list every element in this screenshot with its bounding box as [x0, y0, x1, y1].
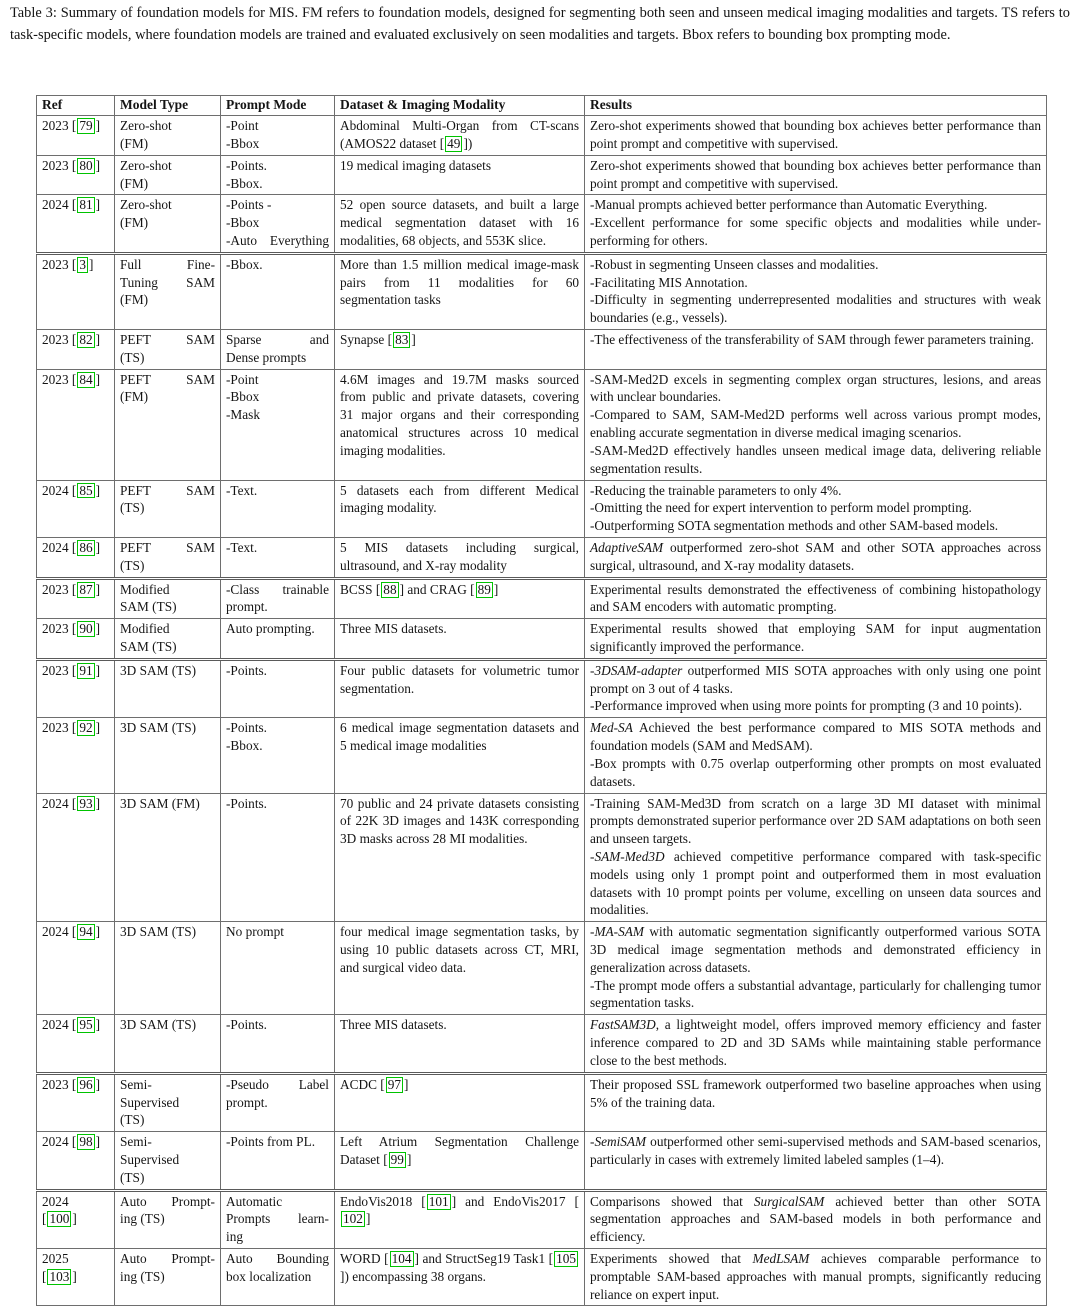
dataset-text: Left Atrium Segmentation Challenge Dataset [ 99 ]	[340, 1134, 579, 1167]
cell-ref	[37, 330, 115, 370]
result-item: -Excellent performance for some specific objects and modalities while under-performing for others.	[590, 215, 1041, 248]
ref-line: 2023 [ 96 ]	[42, 1076, 101, 1092]
column-header-2: Prompt Mode	[221, 96, 335, 116]
dataset-text: 5 datasets each from different Medical imaging modality.	[340, 482, 579, 516]
cell-results	[585, 1015, 1047, 1073]
ref-year: 2024	[42, 1193, 69, 1209]
prompt-mode-line: -Bbox	[226, 389, 260, 405]
ref-line: 2023 [ 84 ]	[42, 371, 101, 387]
citation-link[interactable]: 93	[79, 795, 93, 811]
cell-ref	[37, 116, 115, 156]
cell-model-type	[115, 253, 221, 329]
table-header-row	[37, 96, 1047, 116]
cell-dataset	[335, 480, 585, 537]
citation-link[interactable]: 104	[391, 1251, 412, 1267]
cell-results	[585, 537, 1047, 578]
table-row	[37, 195, 1047, 253]
cell-prompt-mode	[221, 369, 335, 480]
cell-model-type	[115, 793, 221, 922]
model-type-line: (FM)	[120, 175, 149, 191]
ref-line: 2023 [ 90 ]	[42, 621, 101, 637]
result-item: -Robust in segmenting Unseen classes and modalities.	[590, 256, 879, 272]
cell-model-type	[115, 195, 221, 253]
model-type-line: (FM)	[120, 135, 149, 151]
citation-link[interactable]: 85	[79, 482, 93, 498]
result-item: Experiments showed that MedLSAM achieves comparable performance to promptable SAM-based approaches with manual prompts, significantly reducing reliance on expert input.	[590, 1251, 1041, 1302]
cell-results	[585, 619, 1047, 660]
citation-link[interactable]: 102	[343, 1211, 363, 1227]
result-item: -Outperforming SOTA segmentation methods and other SAM-based models.	[590, 518, 999, 534]
model-type-line: Zero-shot	[120, 197, 172, 213]
model-type-line: Zero-shot	[120, 157, 172, 173]
citation-link[interactable]: 89	[477, 581, 491, 597]
model-type-line: SAM (TS)	[120, 599, 177, 615]
cell-ref	[37, 369, 115, 480]
cell-model-type	[115, 1132, 221, 1190]
cell-model-type	[115, 116, 221, 156]
table-row	[37, 1249, 1047, 1306]
cell-dataset	[335, 253, 585, 329]
prompt-mode-line: Prompts learn-	[226, 1211, 329, 1227]
cell-results	[585, 1190, 1047, 1248]
citation-link[interactable]: 86	[79, 539, 93, 555]
cell-ref	[37, 1249, 115, 1306]
model-type-line: Modified	[120, 581, 170, 597]
cell-results	[585, 116, 1047, 156]
result-item: -Facilitating MIS Annotation.	[590, 274, 748, 290]
cell-ref	[37, 253, 115, 329]
cell-prompt-mode	[221, 659, 335, 717]
dataset-text: Synapse [ 83 ]	[340, 332, 416, 348]
prompt-mode-line: Auto prompting.	[226, 621, 315, 637]
dataset-text: 19 medical imaging datasets	[340, 157, 492, 173]
cell-dataset	[335, 1249, 585, 1306]
cell-results	[585, 369, 1047, 480]
cell-dataset	[335, 195, 585, 253]
prompt-mode-line: -Bbox.	[226, 175, 263, 191]
prompt-mode-line: -Point	[226, 118, 259, 134]
prompt-mode-line: -Auto Everything	[226, 232, 329, 248]
result-item: -3DSAM-adapter outperformed MIS SOTA approaches with only using one point prompt on 3 out of 4 tasks.	[590, 662, 1041, 696]
prompt-mode-line: No prompt	[226, 924, 284, 940]
result-item: AdaptiveSAM outperformed zero-shot SAM and other SOTA approaches across surgical, ultrasound, and X-ray modality datasets.	[590, 539, 1041, 573]
model-type-line: 3D SAM (TS)	[120, 1017, 197, 1033]
prompt-mode-line: -Points.	[226, 795, 268, 811]
result-item: Experimental results showed that employing SAM for input augmentation significantly improved the performance.	[590, 621, 1041, 655]
cell-model-type	[115, 1015, 221, 1073]
result-item: -SAM-Med2D effectively handles unseen medical image data, delivering reliable segmentation results.	[590, 442, 1041, 476]
ref-line: 2024 [ 93 ]	[42, 795, 101, 811]
row-group-4	[37, 659, 1047, 1073]
cell-model-type	[115, 1190, 221, 1248]
citation-link[interactable]: 101	[428, 1193, 449, 1209]
cell-dataset	[335, 116, 585, 156]
prompt-mode-line: -Bbox	[226, 135, 260, 151]
result-item: -SAM-Med3D achieved competitive performance compared with task-specific models using only 1 prompt point and outperformed them in most evaluation datasets with 10 prompt points per volume, excelling on unseen data sources and modalities.	[590, 848, 1041, 918]
cell-prompt-mode	[221, 1015, 335, 1073]
cell-dataset	[335, 922, 585, 1015]
table-row	[37, 369, 1047, 480]
citation-link[interactable]: 98	[79, 1134, 93, 1150]
cell-model-type	[115, 155, 221, 195]
model-type-line: (TS)	[120, 349, 145, 365]
dataset-text: BCSS [ 88 ] and CRAG [ 89 ]	[340, 581, 499, 597]
prompt-mode-line: -Points.	[226, 720, 268, 736]
prompt-mode-line: Automatic	[226, 1193, 283, 1209]
dataset-text: Four public datasets for volumetric tumor segmentation.	[340, 662, 579, 696]
table-row	[37, 793, 1047, 922]
cell-prompt-mode	[221, 1132, 335, 1190]
cell-results	[585, 659, 1047, 717]
cell-results	[585, 330, 1047, 370]
cell-dataset	[335, 369, 585, 480]
cell-ref	[37, 619, 115, 660]
cell-dataset	[335, 330, 585, 370]
model-type-line: PEFT SAM	[120, 332, 215, 348]
citation-link[interactable]: 94	[79, 924, 93, 940]
cell-results	[585, 1249, 1047, 1306]
table-row	[37, 1132, 1047, 1190]
cell-results	[585, 718, 1047, 793]
cell-results	[585, 480, 1047, 537]
model-type-line: PEFT SAM	[120, 539, 215, 555]
cell-prompt-mode	[221, 1073, 335, 1131]
cell-dataset	[335, 155, 585, 195]
citation-link[interactable]: 49	[447, 135, 461, 151]
model-type-line: ing (TS)	[120, 1268, 165, 1284]
cell-model-type	[115, 480, 221, 537]
cell-dataset	[335, 793, 585, 922]
cell-model-type	[115, 659, 221, 717]
cell-prompt-mode	[221, 718, 335, 793]
citation-link[interactable]: 80	[79, 157, 93, 173]
citation-link[interactable]: 82	[79, 332, 93, 348]
model-type-line: PEFT SAM	[120, 371, 215, 387]
ref-year: 2025	[42, 1251, 69, 1267]
dataset-text: 70 public and 24 private datasets consisting of 22K 3D images and 143K corresponding 3D masks across 28 MI modalities.	[340, 795, 579, 847]
model-type-line: (FM)	[120, 215, 149, 231]
result-item: -The effectiveness of the transferability of SAM through fewer parameters training.	[590, 332, 1034, 348]
model-type-line: Full Fine-	[120, 256, 215, 272]
citation-link[interactable]: 96	[79, 1076, 93, 1092]
ref-line: 2023 [ 3 ]	[42, 256, 94, 272]
row-group-5	[37, 1073, 1047, 1190]
table-row	[37, 578, 1047, 619]
citation-link[interactable]: 79	[79, 118, 93, 134]
cell-dataset	[335, 578, 585, 619]
prompt-mode-line: -Bbox.	[226, 256, 263, 272]
prompt-mode-line: ing	[226, 1229, 243, 1245]
citation-link[interactable]: 84	[79, 371, 93, 387]
cell-prompt-mode	[221, 1249, 335, 1306]
cell-model-type	[115, 578, 221, 619]
cell-ref	[37, 195, 115, 253]
result-item: -Compared to SAM, SAM-Med2D performs well across various prompt modes, enabling accurate segmentation in diverse medical imaging scenarios.	[590, 407, 1041, 441]
column-header-1: Model Type	[115, 96, 221, 116]
cell-results	[585, 922, 1047, 1015]
prompt-mode-line: prompt.	[226, 1094, 268, 1110]
result-item: -Difficulty in segmenting underrepresented modalities and structures with weak boundaries (e.g., vessels).	[590, 292, 1041, 326]
result-item: Comparisons showed that SurgicalSAM achieved better than other SOTA segmentation approaches and SAM-based models in both performance and efficiency.	[590, 1193, 1041, 1245]
cell-prompt-mode	[221, 330, 335, 370]
model-type-line: SAM (TS)	[120, 639, 177, 655]
ref-line: 2023 [ 82 ]	[42, 332, 101, 348]
dataset-text: WORD [ 104 ] and StructSeg19 Task1 [ 105]) encompassing 38 organs.	[340, 1251, 577, 1284]
cell-dataset	[335, 1073, 585, 1131]
cell-ref	[37, 922, 115, 1015]
model-type-line: Zero-shot	[120, 118, 172, 134]
cell-model-type	[115, 330, 221, 370]
dataset-text: EndoVis2018 [ 101 ] and EndoVis2017 [102 ]	[340, 1193, 579, 1227]
cell-ref	[37, 480, 115, 537]
ref-cite: [ 103 ]	[42, 1268, 77, 1284]
ref-line: 2024 [ 94 ]	[42, 924, 101, 940]
cell-dataset	[335, 1190, 585, 1248]
prompt-mode-line: -Points.	[226, 157, 268, 173]
result-item: FastSAM3D, a lightweight model, offers improved memory efficiency and faster inference compared to 2D and 3D SAMs while maintaining stable performance close to the best methods.	[590, 1017, 1041, 1068]
model-type-line: ing (TS)	[120, 1211, 165, 1227]
cell-prompt-mode	[221, 155, 335, 195]
table-row	[37, 155, 1047, 195]
cell-prompt-mode	[221, 922, 335, 1015]
citation-link[interactable]: 100	[49, 1211, 70, 1227]
dataset-text: Three MIS datasets.	[340, 621, 447, 637]
dataset-text: four medical image segmentation tasks, by using 10 public datasets across CT, MRI, and surgical video data.	[340, 924, 579, 975]
dataset-text: 4.6M images and 19.7M masks sourced from public and private datasets, covering 31 major organs and their corresponding anatomical structures across 10 medical imaging modalities.	[340, 371, 579, 458]
cell-dataset	[335, 1132, 585, 1190]
table-row	[37, 480, 1047, 537]
citation-link[interactable]: 103	[49, 1268, 70, 1284]
model-type-line: (FM)	[120, 292, 149, 308]
ref-line: 2024 [ 95 ]	[42, 1017, 101, 1033]
ref-line: 2024 [ 81 ]	[42, 197, 101, 213]
model-type-line: PEFT SAM	[120, 482, 215, 498]
model-type-line: (FM)	[120, 389, 149, 405]
prompt-mode-line: -Point	[226, 371, 259, 387]
citation-link[interactable]: 95	[79, 1017, 93, 1033]
cell-model-type	[115, 1073, 221, 1131]
cell-model-type	[115, 718, 221, 793]
cell-prompt-mode	[221, 116, 335, 156]
prompt-mode-line: Auto Bounding	[226, 1251, 329, 1267]
row-group-3	[37, 578, 1047, 659]
table-row	[37, 253, 1047, 329]
result-item: -MA-SAM with automatic segmentation significantly outperformed various SOTA 3D medical image segmentation methods and demonstrated efficiency in generalization across datasets.	[590, 924, 1041, 975]
model-type-line: (TS)	[120, 1112, 145, 1128]
citation-link[interactable]: 87	[79, 581, 93, 597]
prompt-mode-line: -Points.	[226, 662, 268, 678]
model-type-line: (TS)	[120, 557, 145, 573]
model-type-line: 3D SAM (TS)	[120, 720, 197, 736]
prompt-mode-line: -Points -	[226, 197, 272, 213]
ref-line: 2023 [ 91 ]	[42, 662, 101, 678]
table-row	[37, 922, 1047, 1015]
dataset-text: 52 open source datasets, and built a large medical segmentation dataset with 16 modalities, 68 objects, and 553K slice.	[340, 197, 579, 248]
table-row	[37, 537, 1047, 578]
dataset-text: 5 MIS datasets including surgical, ultrasound, and X-ray modality	[340, 539, 579, 573]
model-type-line: 3D SAM (TS)	[120, 924, 197, 940]
prompt-mode-line: -Class trainable	[226, 581, 329, 597]
prompt-mode-line: -Pseudo Label	[226, 1076, 329, 1092]
cell-prompt-mode	[221, 253, 335, 329]
result-item: -Box prompts with 0.75 overlap outperforming other prompts on most evaluated datasets.	[590, 755, 1041, 789]
cell-ref	[37, 578, 115, 619]
model-type-line: Auto Prompt-	[120, 1251, 215, 1267]
ref-line: 2024 [ 85 ]	[42, 482, 101, 498]
cell-results	[585, 1132, 1047, 1190]
model-type-line: Auto Prompt-	[120, 1193, 215, 1209]
cell-ref	[37, 155, 115, 195]
cell-model-type	[115, 1249, 221, 1306]
citation-link[interactable]: 88	[383, 581, 397, 597]
citation-link[interactable]: 91	[79, 662, 93, 678]
model-type-line: Supervised	[120, 1094, 180, 1110]
cell-dataset	[335, 718, 585, 793]
prompt-mode-line: -Bbox	[226, 215, 260, 231]
cell-ref	[37, 659, 115, 717]
citation-link[interactable]: 81	[79, 197, 93, 213]
ref-line: 2024 [ 98 ]	[42, 1134, 101, 1150]
cell-results	[585, 195, 1047, 253]
result-item: Med-SA Achieved the best performance compared to MIS SOTA methods and foundation models (SAM and MedSAM).	[590, 720, 1041, 754]
model-type-line: (TS)	[120, 500, 145, 516]
table-row	[37, 1190, 1047, 1248]
cell-dataset	[335, 537, 585, 578]
table-row	[37, 718, 1047, 793]
cell-model-type	[115, 537, 221, 578]
model-type-line: Semi-	[120, 1134, 152, 1150]
prompt-mode-line: -Mask	[226, 407, 260, 423]
ref-cite: [ 100 ]	[42, 1211, 77, 1227]
citation-link[interactable]: 83	[395, 332, 409, 348]
cell-prompt-mode	[221, 793, 335, 922]
dataset-text: 6 medical image segmentation datasets and 5 medical image modalities	[340, 720, 579, 754]
result-item: Zero-shot experiments showed that bounding box achieves better performance than point prompt and competitive with supervised.	[590, 157, 1041, 191]
cell-prompt-mode	[221, 619, 335, 660]
cell-dataset	[335, 1015, 585, 1073]
table-row	[37, 659, 1047, 717]
table-header	[37, 96, 1047, 116]
cell-results	[585, 578, 1047, 619]
cell-prompt-mode	[221, 578, 335, 619]
cell-ref	[37, 718, 115, 793]
prompt-mode-line: -Points.	[226, 1017, 268, 1033]
foundation-models-table	[36, 95, 1047, 1306]
prompt-mode-line: -Text.	[226, 539, 258, 555]
model-type-line: Supervised	[120, 1151, 180, 1167]
result-item: Experimental results demonstrated the effectiveness of combining histopathology and SAM encoders with automatic prompting.	[590, 581, 1041, 615]
citation-link[interactable]: 99	[390, 1151, 404, 1167]
prompt-mode-line: -Points from PL.	[226, 1134, 316, 1150]
dataset-text: ACDC [ 97 ]	[340, 1076, 409, 1092]
ref-line: 2023 [ 92 ]	[42, 720, 101, 736]
table-row	[37, 330, 1047, 370]
ref-line: 2023 [ 80 ]	[42, 157, 101, 173]
cell-results	[585, 793, 1047, 922]
cell-ref	[37, 1015, 115, 1073]
cell-ref	[37, 1073, 115, 1131]
citation-link[interactable]: 3	[79, 256, 87, 272]
prompt-mode-line: box localization	[226, 1268, 312, 1284]
prompt-mode-line: Sparse and	[226, 332, 329, 348]
table-row	[37, 1015, 1047, 1073]
dataset-text: Abdominal Multi-Organ from CT-scans (AMOS22 dataset [ 49 ])	[340, 118, 579, 151]
prompt-mode-line: -Text.	[226, 482, 258, 498]
cell-prompt-mode	[221, 537, 335, 578]
cell-results	[585, 253, 1047, 329]
column-header-4: Results	[585, 96, 1047, 116]
column-header-3: Dataset & Imaging Modality	[335, 96, 585, 116]
row-group-6	[37, 1190, 1047, 1306]
dataset-text: Three MIS datasets.	[340, 1017, 447, 1033]
ref-line: 2023 [ 79 ]	[42, 118, 101, 134]
result-item: -Manual prompts achieved better performance than Automatic Everything.	[590, 197, 988, 213]
result-item: -SemiSAM outperformed other semi-supervised methods and SAM-based scenarios, particularly in cases with extremely limited labeled samples (1–4).	[590, 1134, 1041, 1167]
cell-model-type	[115, 619, 221, 660]
cell-ref	[37, 1190, 115, 1248]
model-type-line: (TS)	[120, 1169, 145, 1185]
result-item: -Training SAM-Med3D from scratch on a large 3D MI dataset with minimal prompts demonstrated superior performance over 2D SAM adaptations on both seen and unseen targets.	[590, 795, 1041, 847]
cell-results	[585, 155, 1047, 195]
prompt-mode-line: prompt.	[226, 599, 268, 615]
model-type-line: 3D SAM (FM)	[120, 795, 200, 811]
model-type-line: 3D SAM (TS)	[120, 662, 197, 678]
cell-model-type	[115, 369, 221, 480]
prompt-mode-line: Dense prompts	[226, 349, 307, 365]
result-item: Zero-shot experiments showed that bounding box achieves better performance than point prompt and competitive with supervised.	[590, 118, 1041, 151]
table-row	[37, 1073, 1047, 1131]
cell-dataset	[335, 659, 585, 717]
table-row	[37, 619, 1047, 660]
table-row	[37, 116, 1047, 156]
result-item: -SAM-Med2D excels in segmenting complex organ structures, lesions, and areas with unclear boundaries.	[590, 371, 1041, 405]
cell-ref	[37, 537, 115, 578]
ref-line: 2023 [ 87 ]	[42, 581, 101, 597]
citation-link[interactable]: 92	[79, 720, 93, 736]
ref-line: 2024 [ 86 ]	[42, 539, 101, 555]
dataset-text: More than 1.5 million medical image-mask pairs from 11 modalities for 60 segmentation tasks	[340, 256, 579, 308]
table-caption: Table 3: Summary of foundation models for MIS. FM refers to foundation models, designed for segmenting both seen and unseen medical imaging modalities and targets. TS refers to task-specific models, where foundation models are trained and evaluated exclusively on seen modalities and targets. Bbox refers to bounding box prompting mode.	[10, 5, 1070, 43]
cell-prompt-mode	[221, 480, 335, 537]
cell-ref	[37, 793, 115, 922]
result-item: -The prompt mode offers a substantial advantage, particularly for challenging tumor segmentation tasks.	[590, 977, 1041, 1011]
citation-link[interactable]: 90	[79, 621, 93, 637]
model-type-line: Semi-	[120, 1076, 152, 1092]
cell-prompt-mode	[221, 195, 335, 253]
cell-dataset	[335, 619, 585, 660]
row-group-1	[37, 116, 1047, 254]
result-item: -Performance improved when using more points for prompting (3 and 10 points).	[590, 698, 1023, 714]
citation-link[interactable]: 97	[387, 1076, 402, 1092]
citation-link[interactable]: 105	[556, 1251, 577, 1267]
column-header-0: Ref	[37, 96, 115, 116]
cell-prompt-mode	[221, 1190, 335, 1248]
result-item: Their proposed SSL framework outperformed two baseline approaches when using 5% of the training data.	[590, 1076, 1041, 1110]
prompt-mode-line: -Bbox.	[226, 738, 263, 754]
cell-model-type	[115, 922, 221, 1015]
result-item: -Reducing the trainable parameters to only 4%.	[590, 482, 842, 498]
cell-ref	[37, 1132, 115, 1190]
cell-results	[585, 1073, 1047, 1131]
model-type-line: Tuning SAM	[120, 274, 215, 290]
result-item: -Omitting the need for expert intervention to perform model prompting.	[590, 500, 972, 516]
row-group-2	[37, 253, 1047, 578]
model-type-line: Modified	[120, 621, 170, 637]
